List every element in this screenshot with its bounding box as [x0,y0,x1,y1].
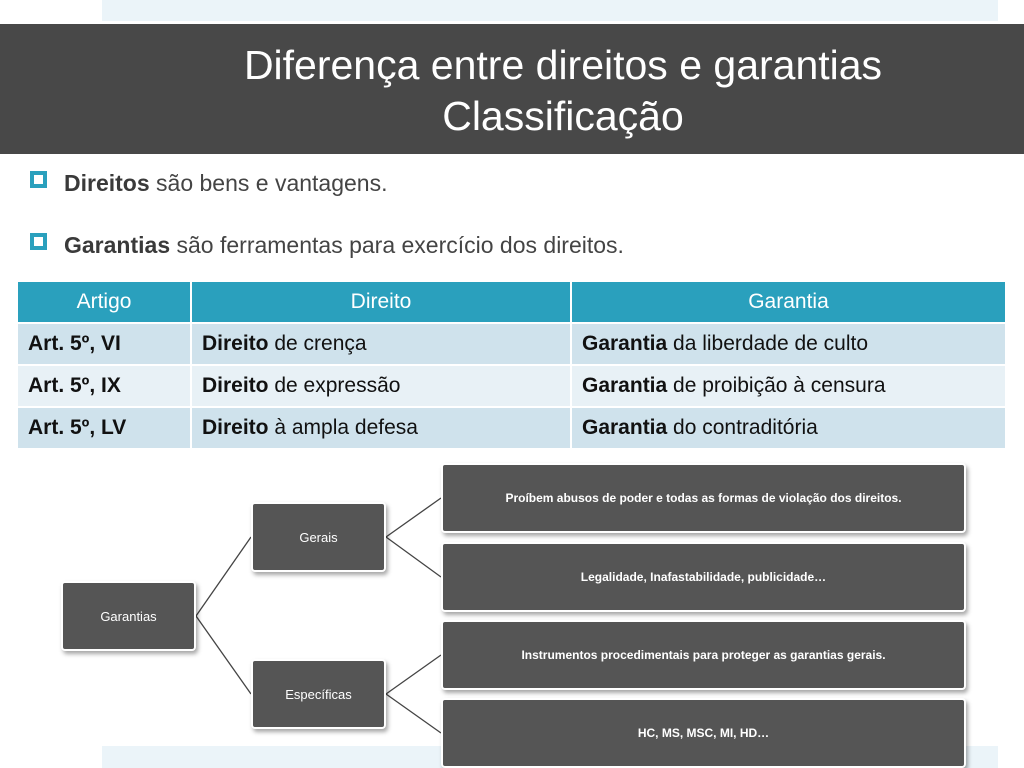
bullet-text: são bens e vantagens. [149,170,388,196]
cell-text: à ampla defesa [268,416,418,439]
cell-direito [191,407,571,449]
cell-artigo: Art. 5º, VI [18,323,191,365]
connector-especificas-leaf4 [386,694,441,733]
cell-bold-term: Direito [202,332,269,355]
bullet-bold-term: Direitos [64,170,150,196]
connector-gerais-leaf1 [386,498,441,537]
connector-especificas-leaf3 [386,655,441,694]
slide-subtitle: Classificação [442,93,684,139]
bullet-garantias [30,232,624,259]
cell-direito [191,365,571,407]
rights-guarantees-table [18,282,1007,450]
cell-bold-term: Garantia [582,374,668,397]
cell-garantia [571,365,1006,407]
cell-artigo: Art. 5º, IX [18,365,191,407]
top-decorative-strip [102,0,998,21]
cell-artigo: Art. 5º, LV [18,407,191,449]
cell-garantia [571,407,1006,449]
column-header-direito: Direito [191,282,571,323]
column-header-garantia: Garantia [571,282,1006,323]
slide-title: Diferença entre direitos e garantias [243,42,883,88]
cell-bold-term: Garantia [582,332,668,355]
diagram-leaf-gerais-2: Legalidade, Inafastabilidade, publicidade… [441,542,966,612]
cell-bold-term: Direito [202,416,269,439]
title-bar [0,24,1024,154]
cell-text: de crença [268,332,367,355]
cell-text: do contraditória [667,416,818,439]
diagram-leaf-especificas-2: HC, MS, MSC, MI, HD… [441,698,966,768]
cell-text: de proibição à censura [667,374,886,397]
diagram-leaf-gerais-1: Proíbem abusos de poder e todas as formas de violação dos direitos. [441,463,966,533]
connector-gerais-leaf2 [386,537,441,577]
diagram-node-especificas: Específicas [251,659,386,729]
table-row [18,407,1006,449]
cell-bold-term: Garantia [582,416,668,439]
connector-root-especificas [196,616,251,694]
cell-bold-term: Direito [202,374,269,397]
cell-text: da liberdade de culto [667,332,869,355]
column-header-artigo: Artigo [18,282,191,323]
table-row [18,365,1006,407]
cell-direito [191,323,571,365]
bullet-bold-term: Garantias [64,232,171,258]
diagram-node-garantias: Garantias [61,581,196,651]
square-bullet-icon [30,233,47,250]
table-row [18,323,1006,365]
bullet-text: são ferramentas para exercício dos direitos. [170,232,624,258]
diagram-node-gerais: Gerais [251,502,386,572]
cell-text: de expressão [268,374,401,397]
connector-root-gerais [196,537,251,616]
table-header-row [18,282,1006,323]
bullet-direitos [30,170,387,197]
cell-garantia [571,323,1006,365]
square-bullet-icon [30,171,47,188]
diagram-leaf-especificas-1: Instrumentos procedimentais para proteger as garantias gerais. [441,620,966,690]
